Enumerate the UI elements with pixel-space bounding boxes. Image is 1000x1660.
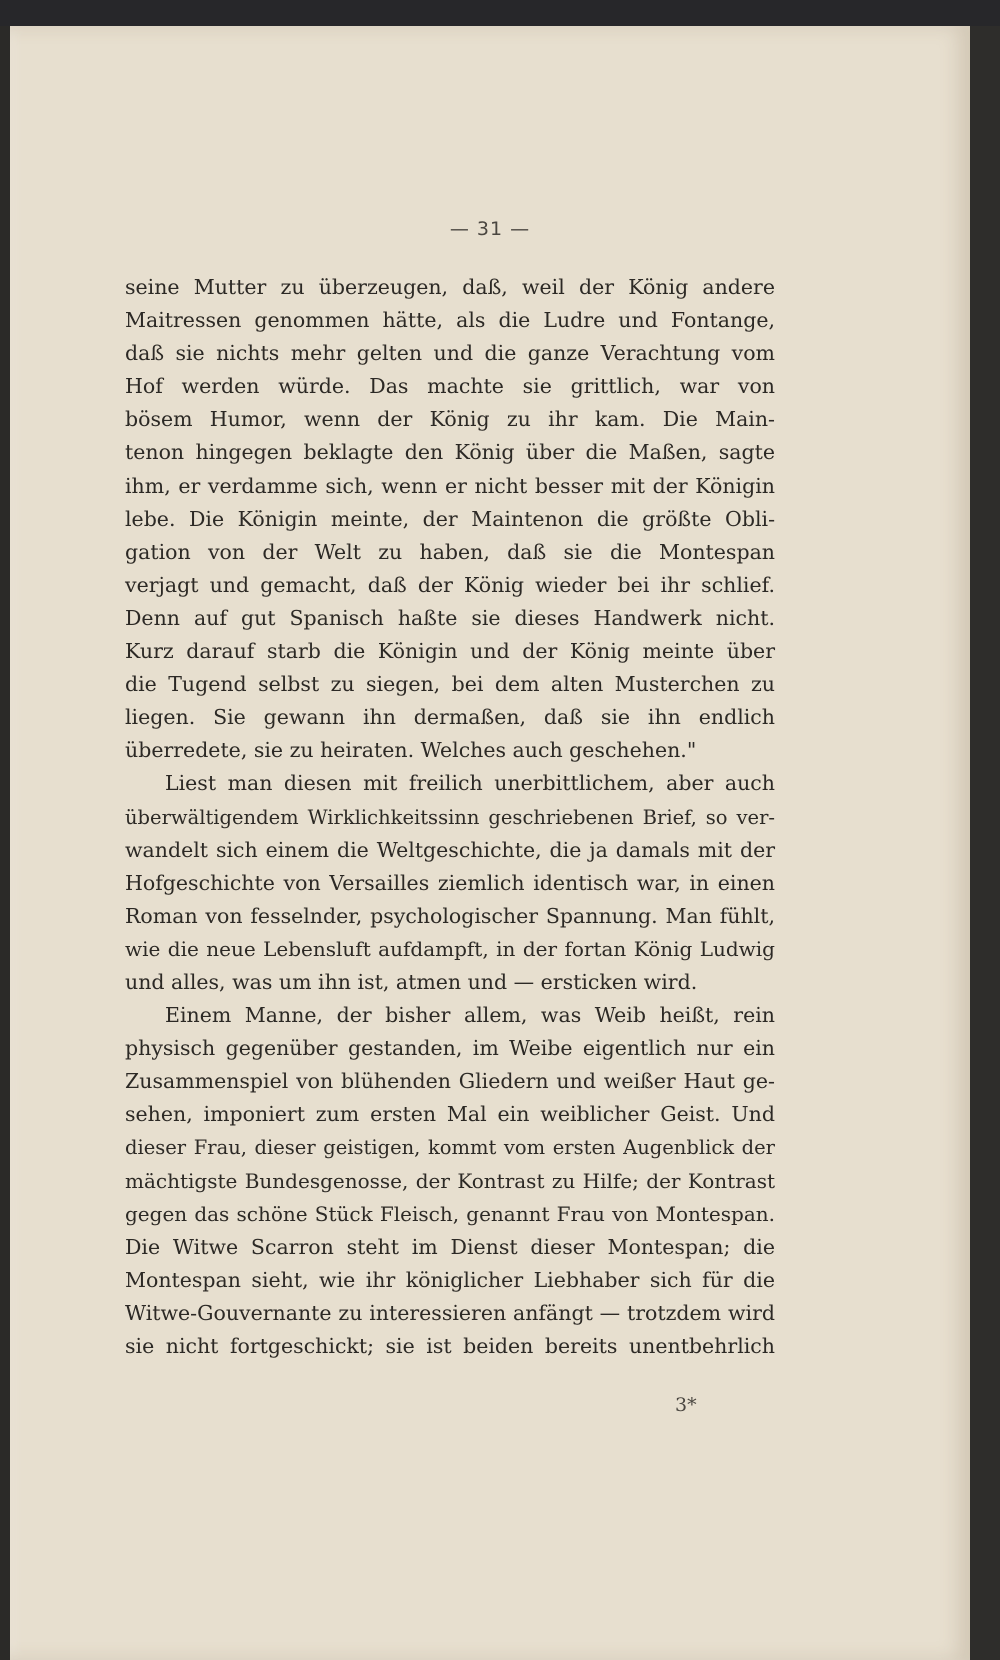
text-line: lebe. Die Königin meinte, der Maintenon die größte Obli- [125, 506, 775, 531]
text-line: dieser Frau, dieser geistigen, kommt vom ersten Augenblick der [125, 1136, 775, 1160]
text-line: physisch gegenüber gestanden, im Weibe eigentlich nur ein [125, 1036, 775, 1061]
text-line: Einem Manne, der bisher allem, was Weib heißt, rein [165, 1003, 775, 1028]
text-line: daß sie nichts mehr gelten und die ganze Verachtung vom [125, 341, 775, 366]
text-line: verjagt und gemacht, daß der König wieder bei ihr schlief. [125, 572, 775, 597]
text-line: Hofgeschichte von Versailles ziemlich identisch war, in einen [125, 870, 775, 895]
text-line: überwältigendem Wirklichkeitssinn geschriebenen Brief, so ver- [125, 805, 775, 829]
body-text [125, 271, 775, 1363]
text-line: Die Witwe Scarron steht im Dienst dieser Montespan; die [125, 1234, 775, 1259]
text-line: sehen, imponiert zum ersten Mal ein weiblicher Geist. Und [125, 1102, 775, 1127]
text-line: gegen das schöne Stück Fleisch, genannt Frau von Montespan. [125, 1201, 775, 1226]
text-line: ihm, er verdamme sich, wenn er nicht besser mit der Königin [125, 473, 775, 498]
text-line: überredete, sie zu heiraten. Welches auch geschehen." [125, 738, 697, 763]
text-line: und alles, was um ihn ist, atmen und — ersticken wird. [125, 969, 698, 994]
signature-mark: 3* [675, 1394, 697, 1416]
text-line: Kurz darauf starb die Königin und der König meinte über [125, 639, 775, 664]
text-line: Roman von fesselnder, psychologischer Spannung. Man fühlt, [125, 903, 775, 928]
text-line: wie die neue Lebensluft aufdampft, in der fortan König Ludwig [125, 936, 775, 961]
text-line: mächtigste Bundesgenosse, der Kontrast zu Hilfe; der Kontrast [125, 1168, 775, 1193]
text-line: Denn auf gut Spanisch haßte sie dieses Handwerk nicht. [125, 605, 775, 630]
page-number: — 31 — [449, 218, 531, 240]
text-line: liegen. Sie gewann ihn dermaßen, daß sie ihn endlich [125, 705, 775, 730]
book-page [10, 26, 970, 1660]
text-line: bösem Humor, wenn der König zu ihr kam. Die Main- [125, 407, 775, 432]
scan-top-border [0, 0, 1000, 26]
text-line: Hof werden würde. Das machte sie grittlich, war von [125, 374, 775, 399]
text-line: sie nicht fortgeschickt; sie ist beiden bereits unentbehrlich [125, 1334, 775, 1358]
text-line: Witwe-Gouvernante zu interessieren anfängt — trotzdem wird [125, 1300, 775, 1325]
text-line: Maitressen genommen hätte, als die Ludre und Fontange, [125, 308, 775, 333]
scan-right-border [970, 26, 1000, 1660]
text-line: wandelt sich einem die Weltgeschichte, die ja damals mit der [125, 837, 775, 862]
text-line: Zusammenspiel von blühenden Gliedern und weißer Haut ge- [125, 1069, 775, 1094]
text-line: Liest man diesen mit freilich unerbittlichem, aber auch [165, 771, 775, 796]
text-line: Montespan sieht, wie ihr königlicher Liebhaber sich für die [125, 1267, 775, 1292]
text-line: die Tugend selbst zu siegen, bei dem alten Musterchen zu [125, 672, 775, 697]
text-line: tenon hingegen beklagte den König über die Maßen, sagte [125, 440, 775, 465]
text-line: seine Mutter zu überzeugen, daß, weil der König andere [125, 275, 775, 299]
text-line: gation von der Welt zu haben, daß sie die Montespan [125, 539, 775, 564]
